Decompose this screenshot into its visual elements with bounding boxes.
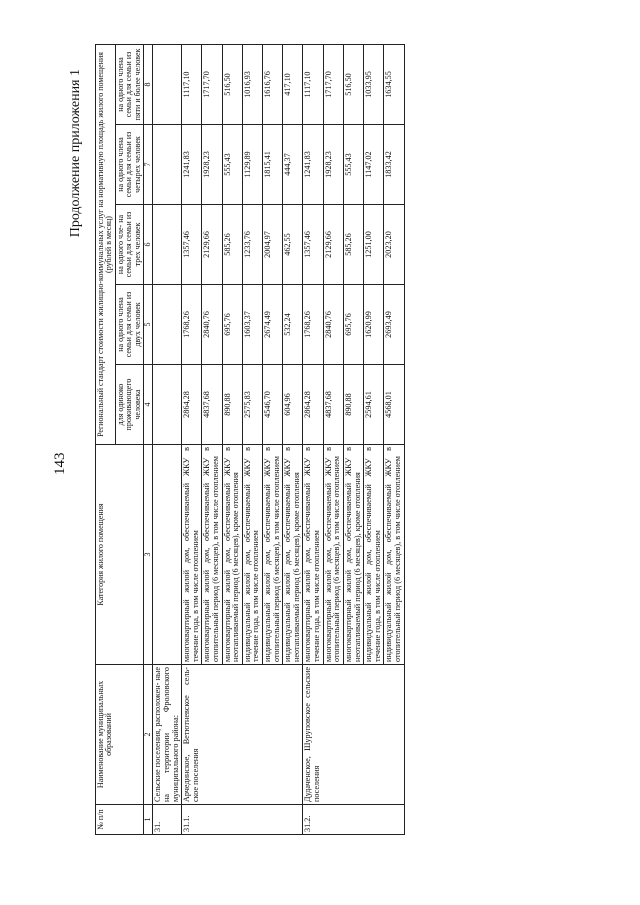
value-cell: 555,43	[222, 125, 242, 205]
value-cell: 1620,99	[364, 285, 384, 365]
col-category-header: Категория жилого помещения	[96, 445, 144, 665]
column-number: 1	[143, 805, 152, 835]
value-cell: 1928,23	[323, 125, 343, 205]
value-cell: 695,76	[222, 285, 242, 365]
row-number: 31.	[153, 805, 182, 835]
row-number: 31.1.	[182, 805, 303, 835]
value-cell: 1616,76	[263, 44, 283, 124]
column-number: 5	[143, 285, 152, 365]
value-cell: 4837,68	[202, 365, 222, 445]
value-cell: 2840,76	[202, 285, 222, 365]
value-cell: 1603,37	[242, 285, 262, 365]
value-cell: 417,10	[283, 44, 303, 124]
value-cell: 1033,95	[364, 44, 384, 124]
value-cell: 532,24	[283, 285, 303, 365]
value-cell: 1251,00	[364, 205, 384, 285]
housing-category: индивидуальный жилой дом, обеспечиваемый ЖКУ в отопительный период (6 месяцев), в том числе отоплением	[263, 445, 283, 665]
value-cell: 1016,93	[242, 44, 262, 124]
value-cell: 604,96	[283, 365, 303, 445]
value-cell: 4568,01	[384, 365, 404, 445]
table-row	[182, 44, 202, 834]
value-cell: 1815,41	[263, 125, 283, 205]
value-cell: 1357,46	[303, 205, 323, 285]
table-row	[303, 44, 323, 834]
column-number: 6	[143, 205, 152, 285]
value-cell: 2693,49	[384, 285, 404, 365]
col-no-header: № п/п	[96, 805, 144, 835]
housing-category: индивидуальный жилой дом, обеспечиваемый ЖКУ в течение года, в том числе отоплением	[242, 445, 262, 665]
value-cell: 1357,46	[182, 205, 202, 285]
value-cell: 890,88	[343, 365, 363, 445]
value-cell: 2004,97	[263, 205, 283, 285]
row-number: 31.2.	[303, 805, 404, 835]
value-cell: 695,76	[343, 285, 363, 365]
value-cell: 585,26	[343, 205, 363, 285]
housing-category: многоквартирный жилой дом, обеспечиваемый ЖКУ в отопительный период (6 месяцев), в том числе отоплением	[323, 445, 343, 665]
value-cell: 2129,66	[202, 205, 222, 285]
value-cell: 2674,49	[263, 285, 283, 365]
value-cell: 1928,23	[202, 125, 222, 205]
value-cell: 1117,10	[182, 44, 202, 124]
column-number: 8	[143, 44, 152, 124]
housing-category: многоквартирный жилой дом, обеспечиваемый ЖКУ в течение года, в том числе отоплением	[182, 445, 202, 665]
appendix-caption: Продолжение приложения 1	[68, 69, 83, 238]
housing-standard-table	[95, 44, 405, 835]
table-row	[153, 44, 182, 834]
value-cell: 1233,76	[242, 205, 262, 285]
value-cell: 462,55	[283, 205, 303, 285]
value-cell: 1129,89	[242, 125, 262, 205]
col-municipality-header: Наименование муниципальных образований	[96, 665, 144, 805]
value-cell: 2840,76	[323, 285, 343, 365]
subcol-header: на одного члена семьи для семьи из двух человек	[115, 285, 143, 365]
value-cell: 2594,61	[364, 365, 384, 445]
value-cell: 1833,42	[384, 125, 404, 205]
column-number: 3	[143, 445, 152, 665]
housing-category: многоквартирный жилой дом, обеспечиваемый ЖКУ в неотапливаемый период (6 месяцев), кроме отопления	[343, 445, 363, 665]
value-cell: 1241,83	[303, 125, 323, 205]
value-cell: 1241,83	[182, 125, 202, 205]
value-cell: 555,43	[343, 125, 363, 205]
municipality-name: Сельские поселения, расположен- ные на территории Фроловского муниципального района:	[153, 665, 182, 805]
value-cell: 2864,28	[303, 365, 323, 445]
housing-category: многоквартирный жилой дом, обеспечиваемый ЖКУ в неотапливаемый период (6 месяцев), кроме отопления	[222, 445, 242, 665]
value-cell: 1117,10	[303, 44, 323, 124]
page-number: 143	[52, 452, 68, 475]
housing-category: многоквартирный жилой дом, обеспечиваемый ЖКУ в отопительный период (6 месяцев), в том числе отоплением	[202, 445, 222, 665]
housing-category: многоквартирный жилой дом, обеспечиваемый ЖКУ в течение года, в том числе отоплением	[303, 445, 323, 665]
value-cell: 2023,20	[384, 205, 404, 285]
value-cell: 4546,70	[263, 365, 283, 445]
value-cell: 1717,70	[202, 44, 222, 124]
value-cell: 1768,26	[182, 285, 202, 365]
value-cell: 444,37	[283, 125, 303, 205]
value-cell: 890,88	[222, 365, 242, 445]
value-cell: 1147,02	[364, 125, 384, 205]
subcol-header: на одного члена семьи для семьи из пяти и более человек	[115, 44, 143, 124]
housing-category: индивидуальный жилой дом, обеспечиваемый ЖКУ в течение года, в том числе отоплением	[364, 445, 384, 665]
housing-category: индивидуальный жилой дом, обеспечиваемый ЖКУ в неотапливаемый период (6 месяцев), кроме отопления	[283, 445, 303, 665]
column-number: 4	[143, 365, 152, 445]
value-cell: 516,50	[343, 44, 363, 124]
value-cell: 1634,55	[384, 44, 404, 124]
value-cell: 1768,26	[303, 285, 323, 365]
value-cell: 585,26	[222, 205, 242, 285]
value-cell: 1717,70	[323, 44, 343, 124]
subcol-header: на одного члена семьи для семьи из четырех человек	[115, 125, 143, 205]
municipality-name: Арчединское, Ветютневское сель- ское поселения	[182, 665, 303, 805]
housing-category: индивидуальный жилой дом, обеспечиваемый ЖКУ в отопительный период (6 месяцев), в том числе отоплением	[384, 445, 404, 665]
subcol-header: на одного чле- на семьи для семьи из трех человек	[115, 205, 143, 285]
column-number: 7	[143, 125, 152, 205]
subcol-header: для одиноко проживающего человека	[115, 365, 143, 445]
value-cell: 4837,68	[323, 365, 343, 445]
value-cell: 2129,66	[323, 205, 343, 285]
value-cell: 516,50	[222, 44, 242, 124]
value-cell: 2864,28	[182, 365, 202, 445]
col-standard-header: Региональный стандарт стоимости жилищно-коммунальных услуг на нормативную площадь жилого помещения (рублей в месяц)	[96, 44, 116, 444]
column-number: 2	[143, 665, 152, 805]
value-cell: 2575,83	[242, 365, 262, 445]
municipality-name: Дудаченское, Шуруповское сельские поселения	[303, 665, 404, 805]
